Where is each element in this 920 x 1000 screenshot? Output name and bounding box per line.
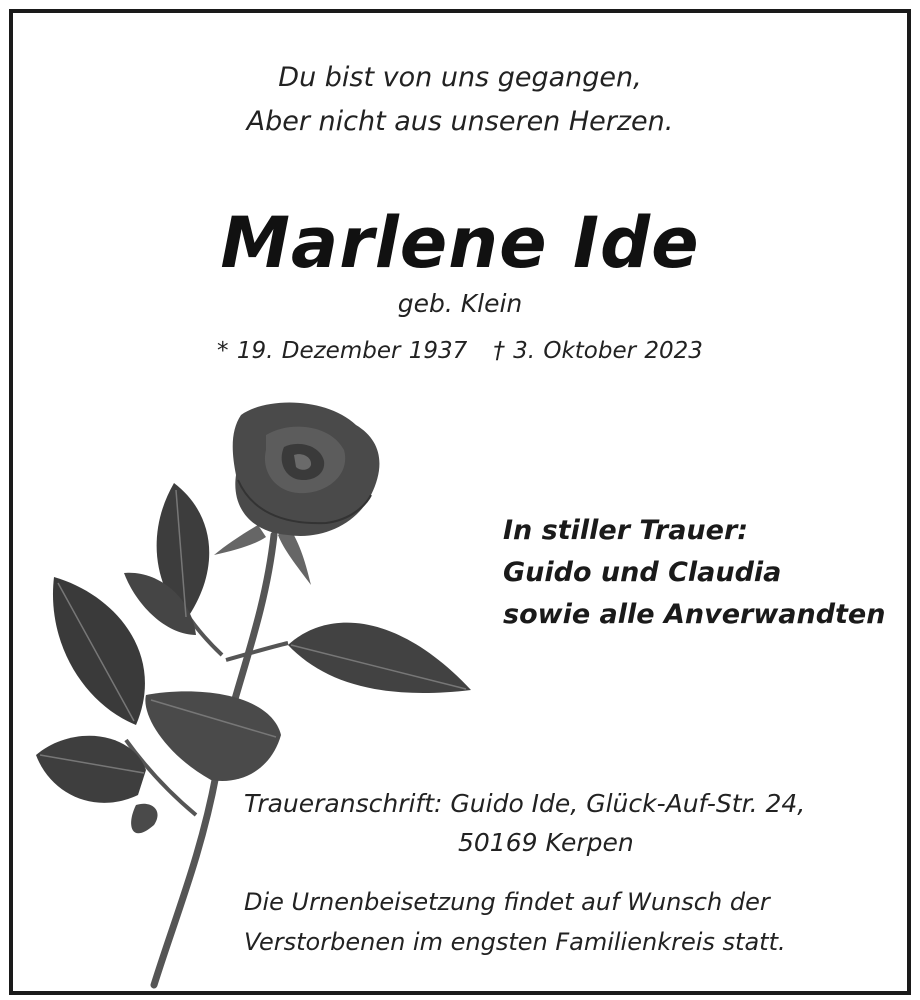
deceased-name: Marlene Ide — [220, 202, 700, 284]
address-line-2: 50169 Kerpen — [458, 828, 634, 857]
quote-line-1: Du bist von uns gegangen, — [278, 62, 642, 93]
maiden-name: geb. Klein — [397, 289, 523, 318]
rose-branch-right — [226, 643, 288, 660]
burial-line-1: Die Urnenbeisetzung findet auf Wunsch der — [244, 888, 770, 916]
mourning-address — [244, 784, 824, 862]
mourners-line-3: sowie alle Anverwandten — [503, 599, 886, 630]
rose-sepal — [214, 525, 266, 555]
memorial-quote — [0, 56, 920, 144]
burial-line-2: Verstorbenen im engsten Familienkreis statt. — [244, 928, 786, 956]
mourners-line-1: In stiller Trauer: — [503, 515, 749, 546]
quote-line-2: Aber nicht aus unseren Herzen. — [246, 106, 674, 137]
burial-notice — [244, 882, 786, 962]
address-line-1: Traueranschrift: Guido Ide, Glück-Auf-Str. 24, — [244, 789, 806, 818]
life-dates — [0, 334, 920, 368]
birth-date: * 19. Dezember 1937 — [217, 338, 468, 364]
mourners-line-2: Guido und Claudia — [503, 557, 782, 588]
rose-leaf — [131, 804, 157, 834]
death-date: † 3. Oktober 2023 — [493, 338, 703, 364]
rose-leaf — [288, 623, 471, 693]
mourners-block — [503, 510, 885, 636]
